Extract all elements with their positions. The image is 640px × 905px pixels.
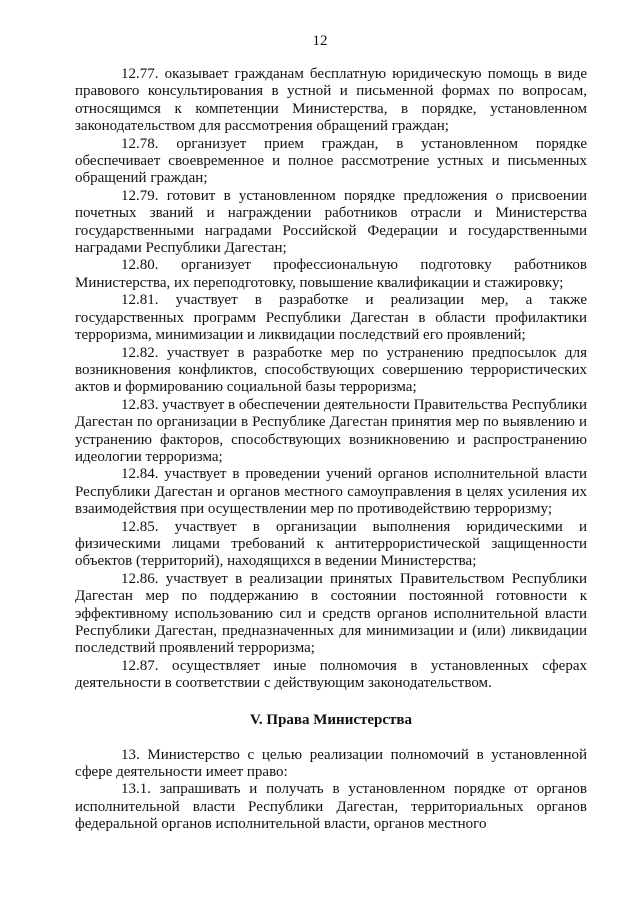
paragraph-12-78: 12.78. организует прием граждан, в установленном порядке обеспечивает своевременное и полное рассмотрение устных и письменных обращений граждан; <box>75 135 587 187</box>
paragraph-12-80: 12.80. организует профессиональную подготовку работников Министерства, их переподготовку, повышение квалификации и стажировку; <box>75 257 587 291</box>
paragraph-12-86: 12.86. участвует в реализации принятых Правительством Республики Дагестан мер по поддержанию в состоянии постоянной готовности к эффективному использованию сил и средств органов исполнительной власти Республики Дагестан, предназначенных для минимизации и (или) ликвидации последствий проявлений терроризма; <box>75 570 587 657</box>
paragraph-13: 13. Министерство с целью реализации полномочий в установленной сфере деятельности имеет право: <box>75 746 587 781</box>
paragraph-12-81: 12.81. участвует в разработке и реализации мер, а также государственных программ Республики Дагестан в области профилактики терроризма, минимизации и ликвидации последствий его проявлений; <box>75 292 587 344</box>
paragraph-12-87: 12.87. осуществляет иные полномочия в установленных сферах деятельности в соответствии с действующим законодательством. <box>75 657 587 692</box>
document-body <box>75 66 587 834</box>
paragraph-12-77: 12.77. оказывает гражданам бесплатную юридическую помощь в виде правового консультирования в устной и письменной формах по вопросам, относящимся к компетенции Министерства, в порядке, установленном законодательством для рассмотрения обращений граждан; <box>75 66 587 135</box>
paragraph-12-85: 12.85. участвует в организации выполнения юридическими и физическими лицами требований к антитеррористической защищенности объектов (территорий), находящихся в ведении Министерства; <box>75 518 587 570</box>
paragraph-12-79: 12.79. готовит в установленном порядке предложения о присвоении почетных званий и награждении работников отрасли и Министерства государственными наградами Российской Федерации и государственными наградами Республики Дагестан; <box>75 187 587 257</box>
paragraph-12-83: 12.83. участвует в обеспечении деятельности Правительства Республики Дагестан по организации в Республике Дагестан принятия мер по выявлению и устранению факторов, способствующих возникновению и распространению идеологии терроризма; <box>75 396 587 465</box>
page-number: 12 <box>312 33 328 49</box>
paragraph-12-84: 12.84. участвует в проведении учений органов исполнительной власти Республики Дагестан и органов местного самоуправления в целях усиления их взаимодействия при осуществлении мер по противодействию терроризму; <box>75 466 587 518</box>
paragraph-12-82: 12.82. участвует в разработке мер по устранению предпосылок для возникновения конфликтов, способствующих совершению террористических актов и формированию социальной базы терроризма; <box>75 344 587 396</box>
paragraph-13-1: 13.1. запрашивать и получать в установленном порядке от органов исполнительной власти Республики Дагестан, территориальных органов федеральной органов исполнительной власти, органов местного <box>75 781 587 833</box>
section-heading: V. Права Министерства <box>250 711 412 728</box>
